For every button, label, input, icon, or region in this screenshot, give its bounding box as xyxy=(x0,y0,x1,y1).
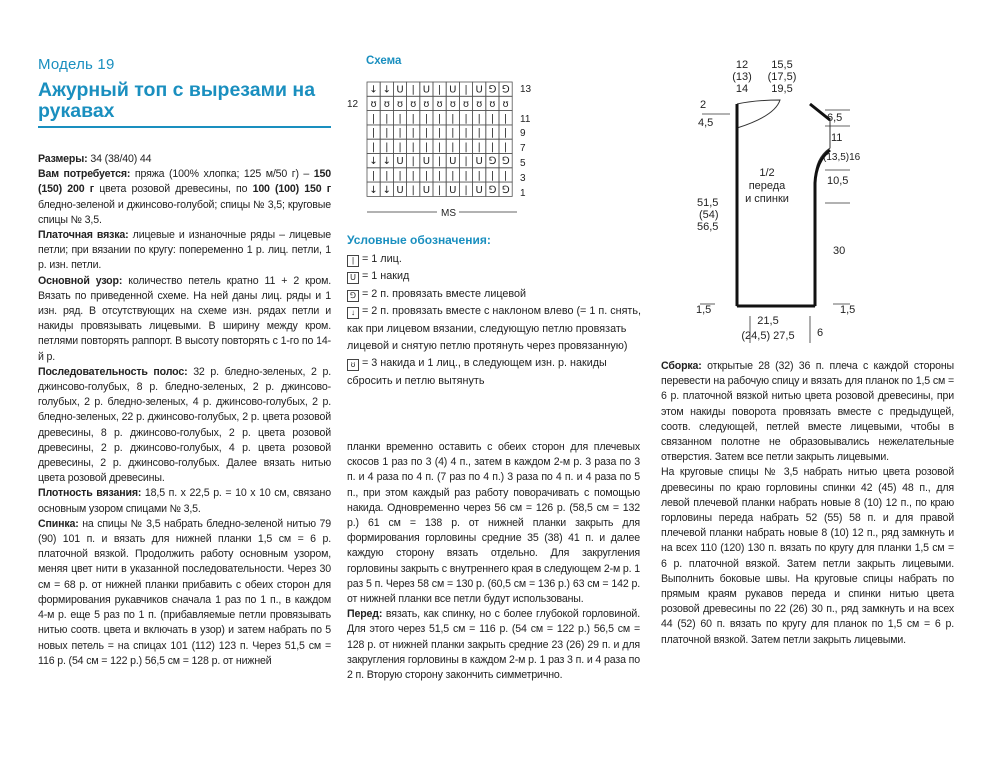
chart-symbol: | xyxy=(385,141,389,153)
chart-symbol: | xyxy=(437,170,442,182)
dim-label: (17,5) xyxy=(767,71,797,83)
dim-label: 6,5 xyxy=(827,112,843,124)
dim-label: 2 xyxy=(700,99,707,111)
chart-symbol: | xyxy=(490,113,495,125)
chart-symbol: | xyxy=(424,113,429,125)
chart-symbol: | xyxy=(464,127,468,139)
schema-title: Схема xyxy=(366,55,402,67)
chart-symbol: | xyxy=(424,170,429,182)
chart-symbol: | xyxy=(451,127,455,139)
chart-symbol: ⅁ xyxy=(501,84,510,96)
chart-symbol: U xyxy=(475,156,483,168)
chart-symbol: | xyxy=(451,141,455,153)
ms-label: MS xyxy=(441,208,456,219)
chart-symbol: | xyxy=(451,170,455,182)
chart-symbol: | xyxy=(411,170,415,182)
legend-item: ⅁ = 2 п. провязать вместе лицевой xyxy=(347,286,642,303)
chart-symbol: | xyxy=(464,156,468,168)
chart-symbol: U xyxy=(422,84,431,96)
k2tog-icon: ⅁ xyxy=(347,290,359,302)
chart-symbol: ʊ xyxy=(383,99,390,111)
dim-label: 11 xyxy=(831,132,843,144)
dim-label: (54) xyxy=(699,209,719,221)
chart-symbol: U xyxy=(422,156,431,168)
chart-row-number: 7 xyxy=(520,143,526,154)
paragraph: На круговые спицы № 3,5 набрать нитью цвета розовой древесины по краю горловины спинки 42 (45) 48 п., для левой плечевой планки набрать новые 8 (10) 12 п., по краю горловины переда набрать 52 (55) 58 п. и для правой плечевой планки набрать новые 8 (10) 12 п., ряд замкнуть и на всех 110 (120) 130 п. вязать по кругу для планки 1,5 см = 6 р. платочной вязкой. Затем петли закрыть лицевыми. Выполнить боковые швы. На круговые спицы набрать по прямым краям рукавов переда и спинки нитью цвета розовой древесины по 22 (26) 30 п., ряд замкнуть и на всех 44 (52) 60 п. вязать по кругу для планок по 1,5 см = 6 р. платочной вязкой. Затем петли закрыть лицевыми. xyxy=(661,466,954,646)
chart-row-number: 5 xyxy=(520,158,526,169)
chart-symbol: | xyxy=(503,113,508,125)
chart-row-number: 12 xyxy=(347,99,359,110)
garment-schematic xyxy=(690,58,890,348)
dim-label: 51,5 xyxy=(697,197,719,209)
chart-symbol: | xyxy=(424,127,429,139)
chart-symbol: | xyxy=(490,170,495,182)
chart-symbol: U xyxy=(449,84,457,96)
legend-item: ↓ = 2 п. провязать вместе с наклоном влево (= 1 п. снять, как при лицевом вязании, следующую петлю провязать лицевой и снятую петлю протянуть через провязанную) xyxy=(347,305,641,353)
dim-label: 6 xyxy=(817,327,824,339)
text-column-3 xyxy=(661,359,954,648)
piece-label: и спинки xyxy=(745,193,789,205)
paragraph: планки временно оставить с обеих сторон для плечевых скосов 1 раз по 3 (4) 4 п., затем в каждом 2-м р. 3 раза по 3 п. и 4 раза по 4 п. (7 раз по 4 п.) 3 раза по 4 п. и 4 раза по 5 п., при этом каждый раз работу поворачивать с помощью накида. Одновременно через 56 см = 126 р. (58,5 см = 132 р.) 61 см = 138 р. от нижней планки закрыть для формирования горловины средние 35 (38) 41 п. и далее каждую сторону вязать отдельно. Для закругления горловины закрыть с внутреннего края в следующем 2-м р. 1 раз 5 п. Через 58 см = 130 р. (60,5 см = 136 р.) 63 см = 142 р. от нижней планки все петли будут использованы. xyxy=(347,441,640,606)
paragraph: Перед: вязать, как спинку, но с более глубокой горловиной. Для этого через 51,5 см = 116 р. (54 см = 122 р.) 56,5 см = 128 р. от нижней планки закрыть средние 23 (26) 29 п. и для закругления горловины в каждом 2-м р. 1 раз 3 п. и 4 раза по 2 п. Вторую сторону закончить симметрично. xyxy=(347,608,640,682)
legend-item: | = 1 лиц. xyxy=(347,251,642,268)
chart-row-number: 3 xyxy=(520,173,526,184)
piece-label: переда xyxy=(748,180,786,192)
dim-label: 56,5 xyxy=(697,221,719,233)
chart-symbol: | xyxy=(437,156,442,168)
chart-symbol: ʊ xyxy=(462,99,470,111)
chart-symbol: | xyxy=(437,127,442,139)
chart-symbol: | xyxy=(437,141,442,153)
chart-symbol: U xyxy=(422,184,431,196)
dim-label: 12 xyxy=(735,59,749,71)
chart-symbol: | xyxy=(398,113,402,125)
chart-symbol: | xyxy=(385,170,389,182)
chart-symbol: ⅁ xyxy=(488,156,497,168)
chart-symbol: | xyxy=(385,127,389,139)
dim-label: 10,5 xyxy=(827,175,849,187)
text-column-1 xyxy=(38,152,331,669)
chart-symbol: ↓ xyxy=(369,84,378,96)
paragraph: Спинка: на спицы № 3,5 набрать бледно-зеленой нитью 79 (90) 101 п. и вязать для нижней планки 1,5 см = 6 р. платочной вязкой. Продолжить работу основным узором, меняя цвет нити в указанной последовательности. Через 30 см = 68 р. от нижней планки прибавить с обеих сторон для формирования рукавчиков сначала 1 раз по 1 п., в каждом 4-м р. еще 5 раз по 1 п. (прибавляемые петли провязывать нитью соотв. цвета и включать в узор) и затем набрать по 5 новых петель = на спицах 101 (112) 123 п. Через 51,5 см = 116 р. (54 см = 122 р.) 56,5 см = 128 р. от нижней xyxy=(38,517,331,667)
chart-symbol: ↓ xyxy=(369,184,378,196)
chart-symbol: | xyxy=(464,170,468,182)
ssk-icon: ↓ xyxy=(347,307,359,319)
chart-row-number: 1 xyxy=(520,188,526,199)
legend-title: Условные обозначения: xyxy=(347,233,491,247)
dim-label: (13) xyxy=(732,71,752,83)
chart-symbol: | xyxy=(477,170,481,182)
chart-symbol: U xyxy=(396,84,404,96)
chart-symbol: ʊ xyxy=(489,99,496,111)
chart-symbol: | xyxy=(437,184,442,196)
knitting-chart xyxy=(347,80,557,220)
model-number: Модель 19 xyxy=(38,56,115,73)
chart-symbol: ʊ xyxy=(502,99,509,111)
chart-symbol: | xyxy=(464,113,468,125)
chart-row-number: 9 xyxy=(520,128,526,139)
chart-symbol: U xyxy=(396,156,404,168)
paragraph: Размеры: 34 (38/40) 44 xyxy=(38,153,152,165)
chart-symbol: | xyxy=(371,141,376,153)
legend-item: U = 1 накид xyxy=(347,268,642,285)
chart-symbol: | xyxy=(464,84,468,96)
chart-symbol: ⅁ xyxy=(501,156,510,168)
chart-symbol: ↓ xyxy=(382,84,391,96)
dim-label: 14 xyxy=(735,83,749,95)
paragraph: Последовательность полос: 32 р. бледно-зеленых, 2 р. джинсово-голубых, 8 р. бледно-зеленых, 2 р. джинсово-голубых, 2 р. бледно-зеленых, 4 р. джинсово-голубых, 2 р. бледно-зеленых, 22 р. джинсово-голубых, 2 р. цвета розовой древесины, 8 р. джинсово-голубых, 2 р. цвета розовой древесины, 2 р. джинсово-голубых, 4 р. цвета розовой древесины, 2 р. джинсово-голубых. Далее вязать нитью цвета розовой древесины. xyxy=(38,365,331,485)
chart-row-number: 13 xyxy=(520,84,532,95)
chart-symbol: | xyxy=(411,113,415,125)
chart-symbol: | xyxy=(477,127,481,139)
chart-symbol: | xyxy=(490,141,495,153)
chart-symbol: ⅁ xyxy=(488,184,497,196)
chart-symbol: | xyxy=(503,127,508,139)
chart-symbol: | xyxy=(464,184,468,196)
chart-symbol: | xyxy=(477,113,481,125)
article-title: Ажурный топ с вырезами на рукавах xyxy=(38,79,316,122)
dim-label: 1,5 xyxy=(696,304,712,316)
chart-symbol: ʊ xyxy=(396,99,404,111)
text-column-2 xyxy=(347,440,640,683)
dim-label: (24,5) 27,5 xyxy=(741,330,795,342)
chart-symbol: | xyxy=(371,127,376,139)
chart-symbol: U xyxy=(475,84,483,96)
legend xyxy=(347,251,642,390)
chart-symbol: | xyxy=(477,141,481,153)
paragraph: Основной узор: количество петель кратно 11 + 2 кром. Вязать по приведенной схеме. На ней даны лиц. ряды и 1 изн. ряд. В отсутствующих на схеме изн. рядах петли и накиды провязывать лицевыми. В ширину между кром. петлями повторять раппорт. В высоту повторять с 1-го по 14-й р. xyxy=(38,274,331,363)
legend-item: ʊ = 3 накида и 1 лиц., в следующем изн. р. накиды сбросить и петлю вытянуть xyxy=(347,357,607,387)
paragraph: Плотность вязания: 18,5 п. х 22,5 р. = 10 х 10 см, связано основным узором спицами № 3,5. xyxy=(38,487,331,515)
dim-label: 19,5 xyxy=(771,83,793,95)
chart-symbol: | xyxy=(464,141,468,153)
chart-symbol: | xyxy=(371,170,376,182)
dim-label: 15,5 xyxy=(771,59,793,71)
dim-label: (13,5)16 xyxy=(823,152,861,163)
chart-symbol: | xyxy=(398,127,402,139)
chart-symbol: | xyxy=(411,156,415,168)
paragraph: Платочная вязка: лицевые и изнаночные ряды – лицевые петли; при вязании по кругу: попеременно 1 р. лиц. петли, 1 р. изн. петли. xyxy=(38,229,331,272)
chart-symbol: | xyxy=(411,84,415,96)
chart-symbol: | xyxy=(371,113,376,125)
chart-symbol: ⅁ xyxy=(488,84,497,96)
chart-symbol: | xyxy=(503,141,508,153)
chart-symbol: ⅁ xyxy=(501,184,510,196)
chart-symbol: U xyxy=(396,184,404,196)
chart-symbol: ʊ xyxy=(476,99,483,111)
chart-symbol: ʊ xyxy=(423,99,430,111)
chart-row-number: 11 xyxy=(520,114,531,125)
chart-symbol: | xyxy=(385,113,389,125)
chart-symbol: | xyxy=(437,113,442,125)
chart-symbol: ʊ xyxy=(449,99,456,111)
chart-symbol: | xyxy=(411,184,415,196)
chart-symbol: | xyxy=(398,170,402,182)
chart-symbol: ↓ xyxy=(382,184,391,196)
dim-label: 1,5 xyxy=(840,304,856,316)
title-underline xyxy=(38,126,331,128)
chart-symbol: | xyxy=(503,170,508,182)
piece-label: 1/2 xyxy=(759,167,775,179)
chart-symbol: U xyxy=(449,184,457,196)
dim-label: 21,5 xyxy=(757,315,779,327)
chart-symbol: | xyxy=(398,141,402,153)
chart-symbol: ↓ xyxy=(369,156,378,168)
chart-symbol: ↓ xyxy=(382,156,391,168)
knit-stitch-icon: | xyxy=(347,255,359,267)
chart-symbol: | xyxy=(411,141,415,153)
chart-symbol: U xyxy=(475,184,483,196)
yarn-over-icon: U xyxy=(347,272,359,284)
chart-symbol: | xyxy=(437,84,442,96)
dim-label: 4,5 xyxy=(698,117,714,129)
chart-symbol: ʊ xyxy=(410,99,417,111)
chart-symbol: | xyxy=(490,127,495,139)
chart-symbol: | xyxy=(411,127,415,139)
chart-symbol: U xyxy=(449,156,457,168)
dim-label: 30 xyxy=(833,245,846,257)
elongated-stitch-icon: ʊ xyxy=(347,359,359,371)
chart-symbol: ʊ xyxy=(370,99,377,111)
chart-symbol: | xyxy=(451,113,455,125)
chart-symbol: ʊ xyxy=(436,99,443,111)
chart-symbol: | xyxy=(424,141,429,153)
paragraph: Сборка: открытые 28 (32) 36 п. плеча с каждой стороны перевести на рабочую спицу и вязать для планок по 1,5 см = 6 р. платочной вязкой нитью цвета розовой древесины, при этом накиды поворота провязать вместе с предыдущей, соотв. следующей, петлей вместе лицевыми, чтобы в связанном полотне не образовывались нежелательные отверстия. Затем все петли закрыть лицевыми. xyxy=(661,360,954,464)
paragraph: Вам потребуется: пряжа (100% хлопка; 125 м/50 г) – 150 (150) 200 г цвета розовой древесины, по 100 (100) 150 г бледно-зеленой и джинсово-голубой; спицы № 3,5; круговые спицы № 3,5. xyxy=(38,168,332,226)
